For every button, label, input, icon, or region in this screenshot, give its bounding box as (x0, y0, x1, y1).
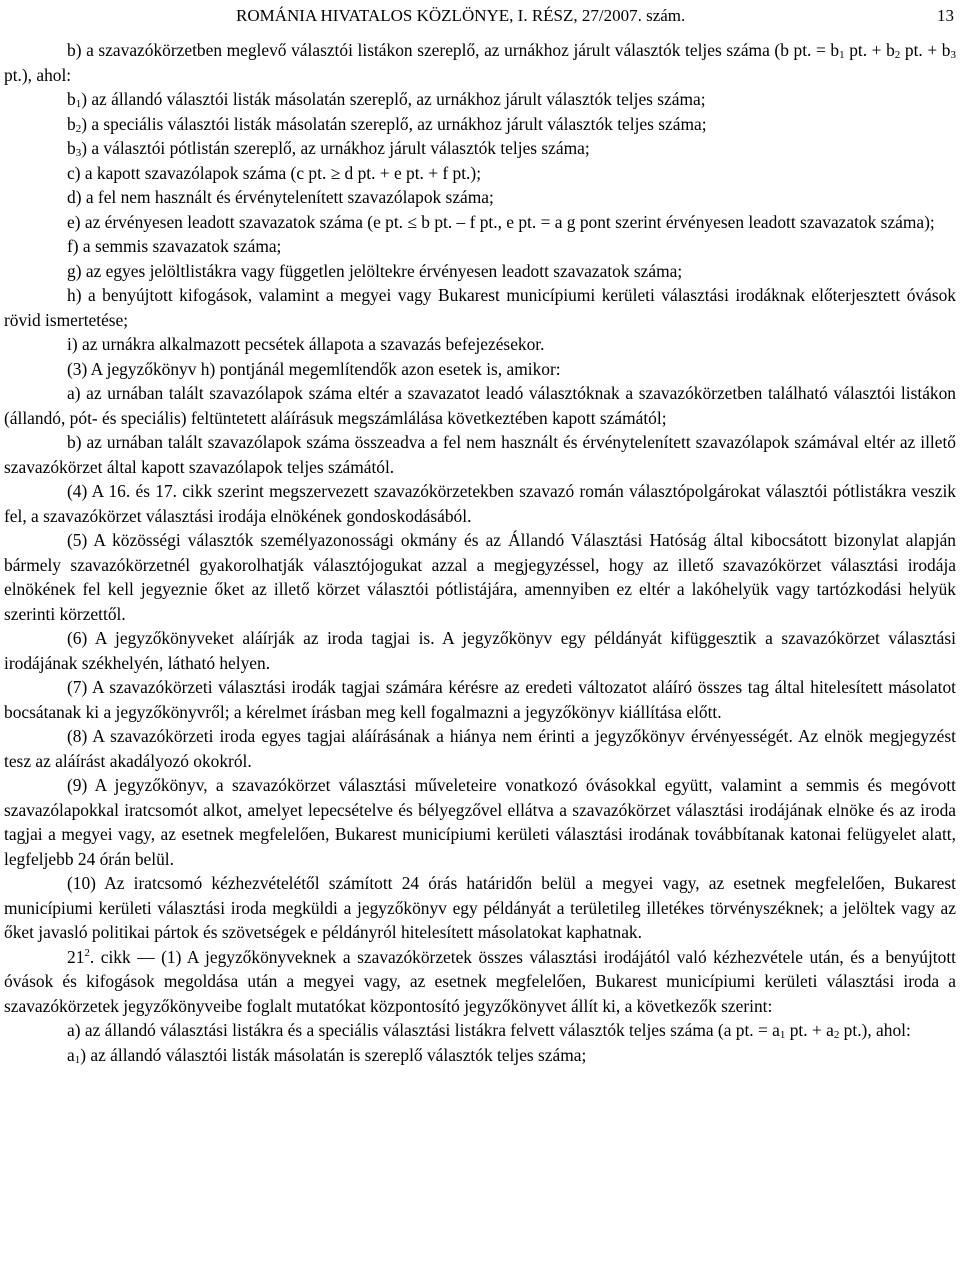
document-page (4, 0, 956, 1268)
paragraph-f: f) a semmis szavazatok száma; (67, 236, 282, 256)
paragraph-c: c) a kapott szavazólapok száma (c pt. ≥ d pt. + e pt. + f pt.); (67, 162, 482, 183)
paragraph-3: (3) A jegyzőkönyv h) pontjánál megemlítendők azon esetek is, amikor: (67, 358, 561, 379)
running-header (4, 0, 956, 30)
paragraph-b2: $b_2$) a speciális választói listák másolatán szereplő, az urnákhoz járult választók teljes száma; (67, 113, 707, 135)
paragraph-i: i) az urnákra alkalmazott pecsétek állapota a szavazás befejezésekor. (67, 334, 545, 354)
header-title: ROMÁNIA HIVATALOS KÖZLÖNYE, I. RÉSZ, 27/2007. szám. (236, 6, 686, 25)
paragraph-a: a) az állandó választási listákra és a speciális választási listákra felvett választók teljes száma (a pt. = $a_1$ pt. + $a_2$ pt.), ahol: (67, 1020, 911, 1041)
paragraph-b3: $b_3$) a választói pótlistán szereplő, az urnákhoz járult választók teljes száma; (67, 138, 590, 159)
paragraph-e: e) az érvényesen leadott szavazatok száma (e pt. ≤ b pt. – f pt., e pt. = a g pont szerint érvényesen leadott szavazatok száma); (67, 211, 935, 232)
paragraph-5: (5) A közösségi választók személyazonossági okmány és az Állandó Választási Hatóság által kibocsátott bizonylat alapján bármely szavazókörzetnél gyakorolhatják választójogukat azzal a megjegyzéssel, hogy az illető szavazókörzet választási irodája elnökének fel kell jegyeznie őket az illető körzet választói pótlistájára, amennyiben ez eltér a lakóhelyük vagy tartózkodási helyük szerinti körzettől. (4, 530, 956, 624)
paragraph-g: g) az egyes jelöltlistákra vagy független jelöltekre érvényesen leadott szavazatok száma; (67, 260, 683, 281)
paragraph-h: h) a benyújtott kifogások, valamint a megyei vagy Bukarest municípiumi kerületi választási irodáknak előterjesztett óvások rövid ismertetése; (4, 285, 956, 330)
paragraph-8: (8) A szavazókörzeti iroda egyes tagjai aláírásának a hiánya nem érinti a jegyzőkönyv érvényességét. Az elnök megjegyzést tesz az aláírást akadályozó okokról. (4, 726, 956, 771)
paragraph-3b: b) az urnában talált szavazólapok száma összeadva a fel nem használt és érvénytelenített szavazólapok számával eltér az illető szavazókörzet által kapott szavazólapok teljes számától. (4, 432, 956, 477)
document-body (4, 38, 956, 1067)
paragraph-9: (9) A jegyzőkönyv, a szavazókörzet választási műveleteire vonatkozó óvásokkal együtt, valamint a semmis és megóvott szavazólapokkal iratcsomót alkot, amelyet lepecsételve és bélyegzővel ellátva a szavazókörzet választási irodájának elnöke és az iroda tagjai a megyei vagy, az esetnek megfelelően, Bukarest municípiumi kerületi választási irodának továbbítanak katonai felügyelet alatt, legfeljebb 24 órán belül. (4, 775, 956, 869)
paragraph-7: (7) A szavazókörzeti választási irodák tagjai számára kérésre az eredeti változatot aláíró összes tag által hitelesített másolatot bocsátanak ki a jegyzőkönyvről; a kérelmet írásban meg kell fogalmazni a jegyzőkönyv kiállítása előtt. (4, 677, 956, 722)
article-21-2: $21^2$. cikk — (1) A jegyzőkönyveknek a szavazókörzetek összes választási irodájától való kézhezvétele után, és a benyújtott óvások és kifogások megoldása után a megyei vagy, az esetnek megfelelően, Bukarest municípiumi kerületi választási iroda a szavazókörzetek jegyzőkönyveibe foglalt mutatókat központosító jegyzőkönyvet állít ki, a következők szerint: (4, 946, 956, 1016)
paragraph-6: (6) A jegyzőkönyveket aláírják az iroda tagjai is. A jegyzőkönyv egy példányát kifüggesztik a szavazókörzet választási irodájának székhelyén, látható helyen. (4, 628, 956, 673)
page-number: 13 (937, 6, 954, 25)
paragraph-3a: a) az urnában talált szavazólapok száma eltér a szavazatot leadó választóknak a szavazókörzetben található választói listákon (állandó, pót- és speciális) feltüntetett aláírásuk megszámlálása következtében kapott számától; (4, 383, 956, 428)
paragraph-b: b) a szavazókörzetben meglevő választói listákon szereplő, az urnákhoz járult választók teljes száma (b pt. = $b_1$ pt. + $b_2$ pt. + $b_3$ pt.), ahol: (4, 40, 956, 85)
paragraph-4: (4) A 16. és 17. cikk szerint megszervezett szavazókörzetekben szavazó román választópolgárokat választói pótlistákra veszik fel, a szavazókörzet választási irodája elnökének gondoskodásából. (4, 481, 956, 526)
paragraph-b1: $b_1$) az állandó választói listák másolatán szereplő, az urnákhoz járult választók teljes száma; (67, 89, 706, 110)
paragraph-10: (10) Az iratcsomó kézhezvételétől számított 24 órás határidőn belül a megyei vagy, az esetnek megfelelően, Bukarest municípiumi kerületi választási iroda megküldi a jegyzőkönyv egy példányát a területileg illetékes törvényszéknek; a jelöltek vagy az őket javasló politikai pártok és szövetségek e példányról hitelesített másolatokat kaphatnak. (4, 873, 956, 942)
paragraph-d: d) a fel nem használt és érvénytelenített szavazólapok száma; (67, 187, 494, 207)
paragraph-a1: $a_1$) az állandó választói listák másolatán is szereplő választók teljes száma; (67, 1044, 587, 1066)
